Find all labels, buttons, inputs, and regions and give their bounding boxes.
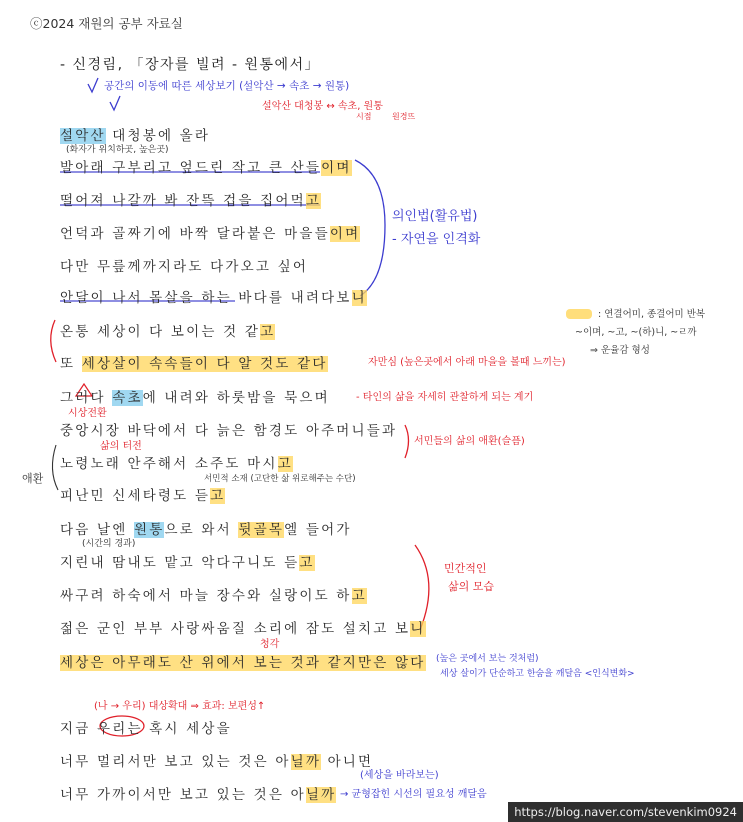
poem-line-10: 중앙시장 바닥에서 다 늙은 함경도 아주머니들과	[60, 423, 398, 439]
poem-line-13	[60, 518, 352, 538]
poem-line-14-text: 지린내 땀내도 맡고 악다구니도 듣	[60, 555, 300, 571]
poem-line-11-ending: 고	[277, 456, 293, 472]
poem-line-19-text: 너무 멀리서만 보고 있는 것은 아	[60, 754, 291, 770]
poem-line-3	[60, 189, 321, 209]
poem-line-17-highlight: 세상은 아무래도 산 위에서 보는 것과 같지만은 않다	[60, 655, 426, 671]
poem-line-2-ending: 이며	[321, 160, 352, 176]
poem-line-20-ending: 닐까	[305, 787, 337, 803]
poem-line-7	[60, 320, 275, 340]
poem-line-11-text: 노령노래 안주해서 소주도 마시	[60, 456, 278, 472]
poem-line-8	[60, 352, 328, 372]
poem-line-2-text: 발아래 구부리고 엎드린 작고 큰 산들	[60, 160, 322, 176]
poem-line-12-text: 피난민 신세타령도 듣	[60, 488, 211, 504]
poem-line-5: 다만 무릎께까지라도 다가오고 싶어	[60, 259, 309, 275]
poem-line-13-mid: 으로 와서	[164, 522, 239, 538]
legend-text-1-label: 연결어미, 종결어미 반복	[604, 309, 706, 320]
note-folk-life-2: 삶의 모습	[448, 580, 495, 593]
poem-line-3-ending: 고	[305, 193, 322, 209]
poem-line-20-text: 너무 가까이서만 보고 있는 것은 아	[60, 787, 306, 803]
poem-line-1-place: 설악산	[60, 128, 106, 144]
poem-line-19-rest: 아니면	[321, 754, 374, 770]
note-realization: → 균형잡힌 시선의 필요성 깨달음	[340, 789, 487, 800]
poem-line-7-ending: 고	[260, 324, 276, 340]
poem-line-8-highlight: 세상살이 속속들이 다 알 것도 같다	[81, 356, 328, 372]
note-change-view: 시상전환	[68, 408, 107, 419]
legend-text-1: : 연결어미, 종결어미 반복	[598, 309, 706, 320]
note-contrast-sub1: 시점	[356, 112, 372, 121]
poem-line-13-rest: 엘 들어가	[284, 522, 352, 538]
poem-line-18: 지금 우리는 혹시 세상을	[60, 721, 232, 737]
poem-line-6-ending: 니	[351, 290, 367, 306]
note-turning-point: - 타인의 삶을 자세히 관찰하게 되는 계기	[356, 392, 534, 403]
note-personify-1: 의인법(활유법)	[392, 209, 478, 224]
poem-line-6	[60, 286, 367, 306]
poem-line-3-text: 떨어져 나갈까 봐 잔뜩 겁을 집어먹	[60, 193, 306, 209]
poem-line-9-place: 속초	[112, 390, 143, 406]
poem-line-15-ending: 고	[351, 588, 367, 604]
poem-line-16	[60, 617, 426, 637]
legend-text-3: ⇒ 운율감 형성	[590, 345, 650, 356]
poem-line-1	[60, 124, 210, 144]
poem-line-8-start: 또	[60, 356, 82, 372]
poem-line-1-rest: 대청봉에 올라	[105, 128, 211, 144]
poem-line-12-ending: 고	[210, 488, 226, 504]
poem-line-15-text: 싸구려 하숙에서 마늘 장수와 실랑이도 하	[60, 588, 352, 604]
note-time-pass: (시간의 경과)	[82, 539, 136, 549]
poem-line-13-start: 다음 날엔	[60, 522, 134, 538]
note-soju: 서민적 소재 (고단한 삶 위로해주는 수단)	[204, 474, 356, 484]
note-contrast-sub2: 원경뜨	[392, 112, 416, 121]
note-commoners: 서민들의 삶의 애환(슬픔)	[414, 436, 525, 447]
poem-line-19-ending: 닐까	[290, 754, 322, 770]
poem-line-2	[60, 156, 352, 176]
poem-line-12	[60, 484, 225, 504]
poem-line-13-alley: 뒷골목	[238, 522, 285, 538]
note-space-move: 공간의 이동에 따른 세상보기 (설악산 → 속초 → 원통)	[104, 80, 350, 92]
poem-line-4-ending: 이며	[329, 226, 361, 242]
poem-line-17	[60, 651, 426, 671]
poem-line-19	[60, 750, 373, 770]
blog-url-footer: https://blog.naver.com/stevenkim0924	[508, 802, 743, 822]
poem-title: - 신경림, 「장자를 빌려 - 원통에서」	[60, 57, 321, 73]
poem-line-9-start: 그러다	[60, 390, 113, 406]
note-personify-2: - 자연을 인격화	[392, 232, 481, 247]
poem-line-9-rest: 에 내려와 하룻밤을 묵으며	[142, 390, 330, 406]
note-expand: (나 → 우리) 대상확대 ⇒ 효과: 보편성↑	[94, 701, 266, 712]
note-life-base: 삶의 터전	[100, 441, 142, 452]
note-top-view-1: (높은 곳에서 보는 것처럼)	[436, 654, 539, 664]
poem-line-7-text: 온통 세상이 다 보이는 것 같	[60, 324, 261, 340]
poem-line-14-ending: 고	[299, 555, 315, 571]
note-contrast: 설악산 대청봉 ↔ 속초, 원통	[262, 101, 383, 112]
poem-line-20	[60, 783, 336, 803]
note-folk-life-1: 민간적인	[444, 562, 487, 575]
poem-line-9	[60, 386, 330, 406]
note-hearing: 청각	[260, 639, 280, 650]
poem-line-16-text: 젊은 군인 부부 사랑싸움질 소리에 잠도 설치고 보	[60, 621, 411, 637]
note-view-world: (세상을 바라보는)	[360, 770, 439, 781]
poem-line-4	[60, 222, 360, 242]
legend-highlight-swatch	[566, 309, 592, 319]
poem-line-6-text: 안달이 나서 몸살을 하는 바다를 내려다보	[60, 290, 352, 306]
note-aehwan: 애환	[22, 472, 44, 485]
note-height: (화자가 위치하곳, 높은곳)	[66, 145, 169, 155]
copyright: ⓒ2024 재원의 공부 자료실	[30, 16, 183, 31]
note-top-view-2: 세상 살이가 단순하고 한숨을 깨달음 <인식변화>	[440, 669, 635, 679]
poem-line-11	[60, 452, 293, 472]
note-self-confidence: 자만심 (높은곳에서 아래 마을을 볼때 느끼는)	[368, 357, 566, 368]
poem-line-13-place: 원통	[133, 522, 165, 538]
legend-text-2: ~이며, ~고, ~(하)니, ~ㄹ까	[575, 327, 697, 338]
poem-line-16-ending: 니	[410, 621, 426, 637]
poem-line-15	[60, 584, 367, 604]
poem-line-14	[60, 551, 315, 571]
poem-line-4-text: 언덕과 골짜기에 바짝 달라붙은 마을들	[60, 226, 330, 242]
